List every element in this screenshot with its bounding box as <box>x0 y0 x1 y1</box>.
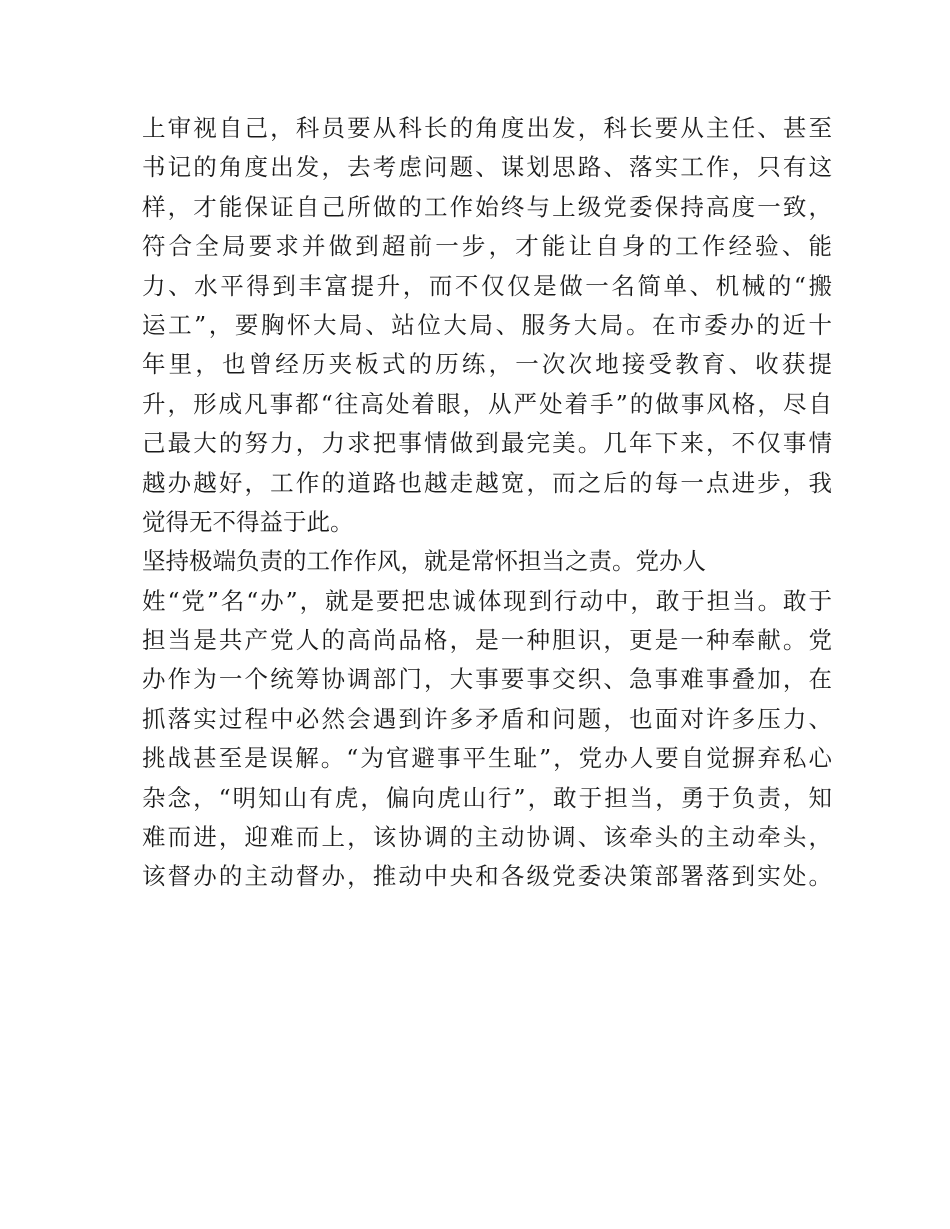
text-line: 难而进，迎难而上，该协调的主动协调、该牵头的主动牵头， <box>142 823 832 852</box>
text-line: 办作为一个统筹协调部门，大事要事交织、急事难事叠加，在 <box>142 665 832 694</box>
text-line: 上审视自己，科员要从科长的角度出发，科长要从主任、甚至 <box>142 114 832 142</box>
text-line: 升，形成凡事都“往高处着眼，从严处着手”的做事风格，尽自 <box>142 389 832 418</box>
text-line: 该督办的主动督办，推动中央和各级党委决策部署落到实处。 <box>142 862 832 891</box>
text-line: 年里，也曾经历夹板式的历练，一次次地接受教育、收获提 <box>142 350 832 379</box>
body-text <box>142 109 832 897</box>
text-line: 觉得无不得益于此。 <box>142 507 354 536</box>
text-line: 担当是共产党人的高尚品格，是一种胆识，更是一种奉献。党 <box>142 626 832 655</box>
text-line: 己最大的努力，力求把事情做到最完美。几年下来，不仅事情 <box>142 429 832 458</box>
text-line: 运工”，要胸怀大局、站位大局、服务大局。在市委办的近十 <box>142 310 832 339</box>
text-line: 坚持极端负责的工作作风，就是常怀担当之责。党办人 <box>142 547 706 576</box>
text-line: 杂念，“明知山有虎，偏向虎山行”，敢于担当，勇于负责，知 <box>142 783 832 812</box>
text-line: 挑战甚至是误解。“为官避事平生耻”，党办人要自觉摒弃私心 <box>142 744 832 773</box>
text-line: 越办越好，工作的道路也越走越宽，而之后的每一点进步，我 <box>142 468 832 497</box>
text-line: 书记的角度出发，去考虑问题、谋划思路、落实工作，只有这 <box>142 153 832 182</box>
text-line: 抓落实过程中必然会遇到许多矛盾和问题，也面对许多压力、 <box>142 704 832 733</box>
text-line: 样，才能保证自己所做的工作始终与上级党委保持高度一致， <box>142 192 832 221</box>
text-line: 符合全局要求并做到超前一步，才能让自身的工作经验、能 <box>142 232 832 261</box>
text-line: 姓“党”名“办”，就是要把忠诚体现到行动中，敢于担当。敢于 <box>142 586 832 615</box>
text-line: 力、水平得到丰富提升，而不仅仅是做一名简单、机械的“搬 <box>142 271 832 300</box>
